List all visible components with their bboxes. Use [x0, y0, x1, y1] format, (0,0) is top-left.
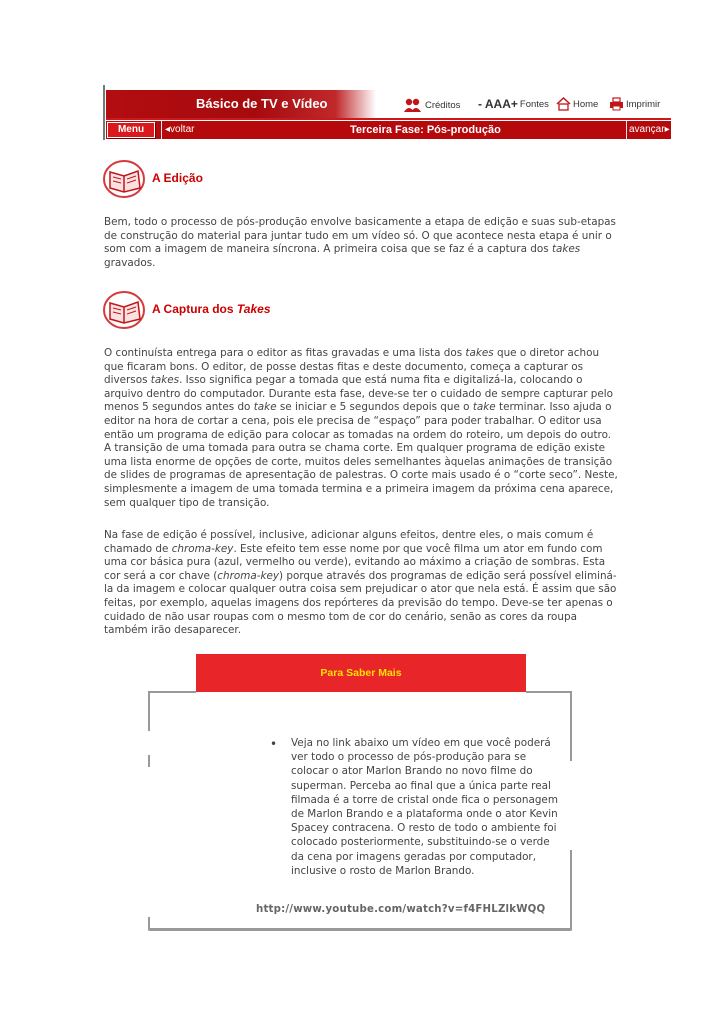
- back-link[interactable]: ◂voltar: [165, 124, 195, 135]
- fonts-label: Fontes: [519, 98, 549, 110]
- credits-link[interactable]: [403, 97, 460, 113]
- section-heading-edicao: A Edição: [152, 171, 203, 185]
- list-item: Veja no link abaixo um vídeo em que você poderá ver todo o processo de pós-produção para se colocar o ator Marlon Brando no novo filme do superman. Perceba ao final que a única parte real filmada é a torre de cristal onde fica o personagem de Marlon Brando e a plataforma onde o ator Kevin Spacey contracena. O resto de todo o ambiente foi colocado posteriormente, substituindo-se o verde da cena por imagens geradas por computador, inclusive o rosto de Marlon Brando.: [291, 737, 558, 877]
- header-left-rule: [103, 85, 105, 140]
- nav-divider: [626, 121, 627, 139]
- open-book-icon: [102, 289, 150, 329]
- box-border: [148, 928, 572, 931]
- header-separator: [106, 118, 671, 120]
- home-label: Home: [573, 98, 599, 110]
- paragraph-chroma-key: Na fase de edição é possível, inclusive, adicionar alguns efeitos, dentre eles, o mais comum é chamado de chroma-key. Este efeito tem esse nome por que você filma um ator em fundo com uma cor básica pura (azul, vermelho ou verde), evitando ao máximo a criação de sombras. Esta cor será a cor chave (chroma-key) porque através dos programas de edição será possível eliminá-la da imagem e colocar qualquer outra coisa sem prejudicar o ator que nela está. É assim que são feitas, por exemplo, aquelas imagens dos repórteres da previsão do tempo. Deve-se ter apenas o cuidado de não usar roupas com o mesmo tom de cor do cenário, senão as cores da roupa também irão desaparecer.: [104, 529, 617, 637]
- paragraph-edicao: Bem, todo o processo de pós-produção envolve basicamente a etapa de edição e suas sub-etapas de construção do material para juntar tudo em um vídeo só. O que acontece nesta etapa é unir o som com a imagem de maneira síncrona. A primeira coisa que se faz é a captura dos takes gravados.: [104, 216, 616, 269]
- video-link[interactable]: http://www.youtube.com/watch?v=f4FHLZlkWQQ: [256, 904, 546, 915]
- section-heading-captura: A Captura dos Takes: [152, 302, 271, 316]
- box-border: [526, 691, 572, 693]
- font-size-control[interactable]: [478, 97, 549, 111]
- box-border: [148, 691, 196, 693]
- page-title: Terceira Fase: Pós-produção: [350, 124, 501, 136]
- site-title: Básico de TV e Vídeo: [196, 96, 328, 111]
- bullet-icon: •: [270, 737, 278, 751]
- font-size-icon: - AAA+: [478, 97, 518, 111]
- box-border: [148, 755, 150, 767]
- print-link[interactable]: [609, 97, 660, 111]
- menu-button[interactable]: Menu: [107, 122, 155, 138]
- box-border: [570, 691, 572, 761]
- box-border: [148, 691, 150, 731]
- print-label: Imprimir: [626, 98, 661, 110]
- credits-icon: [403, 97, 423, 113]
- credits-label: Créditos: [425, 99, 461, 111]
- paragraph-captura: O continuísta entrega para o editor as fitas gravadas e uma lista dos takes que o diretor achou que ficaram bons. O editor, de posse destas fitas e deste documento, começa a capturar os diversos takes. Isso significa pegar a tomada que está numa fita e digitalizá-la, colocando o arquivo dentro do computador. Durante esta fase, deve-se ter o cuidado de sempre capturar pelo menos 5 segundos antes do take se iniciar e 5 segundos depois que o take terminar. Isso ajuda o editor na hora de cortar a cena, pois ele precisa de “espaço” para poder trabalhar. O editor usa então um programa de edição para colocar as tomadas na ordem do roteiro, um depois do outro. A transição de uma tomada para outra se chama corte. Em qualquer programa de edição existe uma lista enorme de opções de corte, muitos deles semelhantes àquelas animações de transição de slides de programas de apresentação de palestras. O corte mais usado é o “corte seco”. Neste, simplesmente a imagem de uma tomada termina e a primeira imagem da próxima cena aparece, sem qualquer tipo de transição.: [104, 347, 618, 509]
- forward-link[interactable]: avançar▸: [629, 124, 670, 135]
- nav-divider: [161, 121, 162, 139]
- open-book-icon: [102, 158, 150, 198]
- box-border: [570, 850, 572, 930]
- printer-icon: [609, 97, 624, 111]
- home-icon: [556, 97, 571, 111]
- info-box-title: Para Saber Mais: [320, 667, 402, 679]
- home-link[interactable]: [556, 97, 598, 111]
